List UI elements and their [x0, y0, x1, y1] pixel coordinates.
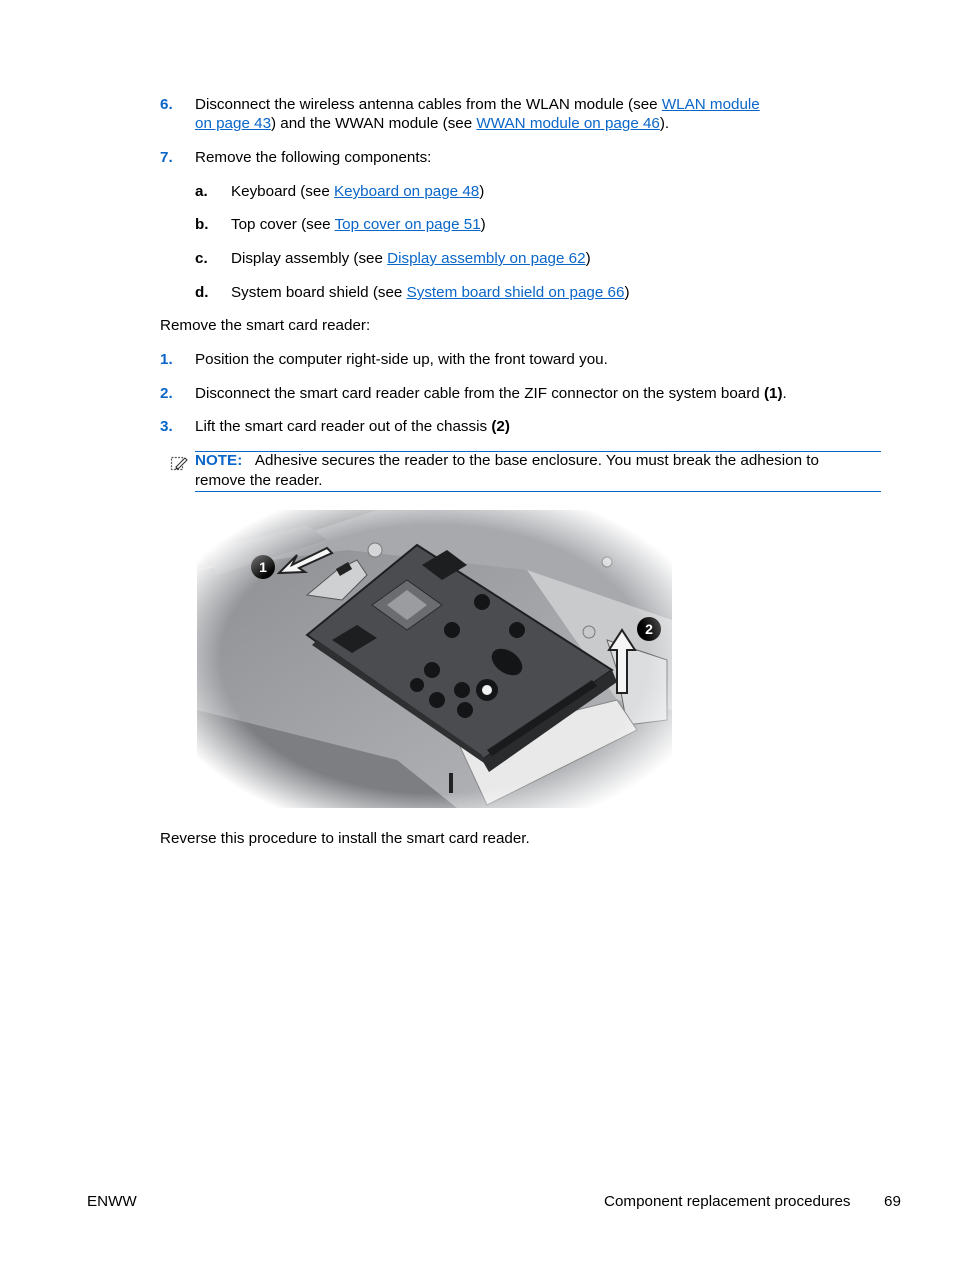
sub-item-text: ): [585, 250, 591, 267]
step-2-end: .: [782, 385, 787, 402]
closing-instruction: Reverse this procedure to install the smart card reader.: [160, 830, 530, 847]
step-2-text: Disconnect the smart card reader cable from the ZIF connector on the system board: [195, 385, 764, 402]
step-6-text: Disconnect the wireless antenna cables from the WLAN module (see: [195, 96, 662, 113]
step-6-line-1: [195, 95, 760, 115]
figure-illustration: [197, 510, 672, 808]
note-bottom-rule: [195, 491, 881, 492]
system-board-shield-link[interactable]: System board shield on page 66: [406, 284, 625, 301]
note-line-1: Adhesive secures the reader to the base enclosure. You must break the adhesion to: [254, 452, 819, 469]
procedure-intro: Remove the smart card reader:: [160, 317, 371, 334]
step-3-line: [195, 417, 510, 437]
sub-item-label: a.: [195, 183, 208, 200]
keyboard-link[interactable]: Keyboard on page 48: [334, 183, 480, 200]
sub-item-label: c.: [195, 250, 208, 267]
note-line-2: remove the reader.: [195, 472, 323, 489]
sub-item-top-cover: [231, 215, 486, 235]
sub-item-label: d.: [195, 284, 209, 301]
display-assembly-link[interactable]: Display assembly on page 62: [387, 250, 586, 267]
step-3-text: Lift the smart card reader out of the chassis: [195, 418, 492, 435]
callout-ref: (2): [491, 418, 510, 435]
sub-item-text: Display assembly (see: [231, 250, 388, 267]
footer-left: ENWW: [87, 1193, 137, 1210]
sub-item-display-assembly: [231, 249, 591, 269]
step-number: 3.: [160, 418, 173, 435]
sub-item-keyboard: [231, 182, 484, 202]
note-body: [195, 451, 881, 471]
page-number: 69: [884, 1193, 901, 1210]
step-number: 6.: [160, 96, 173, 113]
wwan-module-link[interactable]: WWAN module on page 46: [476, 115, 660, 132]
sub-item-text: ): [624, 284, 630, 301]
step-6-mid-text: ) and the WWAN module (see: [271, 115, 477, 132]
wlan-module-page-link[interactable]: on page 43: [195, 115, 272, 132]
step-number: 2.: [160, 385, 173, 402]
sub-item-text: ): [480, 216, 486, 233]
step-7-text: Remove the following components:: [195, 149, 432, 166]
sub-item-text: System board shield (see: [231, 284, 407, 301]
step-1-text: Position the computer right-side up, with the front toward you.: [195, 351, 608, 368]
step-number: 1.: [160, 351, 173, 368]
sub-item-text: Keyboard (see: [231, 183, 334, 200]
wlan-module-link[interactable]: WLAN module: [661, 96, 760, 113]
note-pencil-icon: [170, 454, 188, 472]
callout-ref: (1): [763, 385, 783, 402]
sub-item-label: b.: [195, 216, 209, 233]
step-2-line: [195, 384, 787, 404]
note-label: NOTE:: [195, 452, 243, 469]
top-cover-link[interactable]: Top cover on page 51: [334, 216, 481, 233]
step-6-end-text: ).: [659, 115, 670, 132]
smart-card-reader-figure: [197, 510, 672, 808]
footer-section-title: Component replacement procedures: [604, 1193, 851, 1210]
step-6-line-2: [195, 114, 669, 134]
sub-item-system-board-shield: [231, 283, 630, 303]
sub-item-text: ): [479, 183, 485, 200]
sub-item-text: Top cover (see: [231, 216, 335, 233]
step-number: 7.: [160, 149, 173, 166]
